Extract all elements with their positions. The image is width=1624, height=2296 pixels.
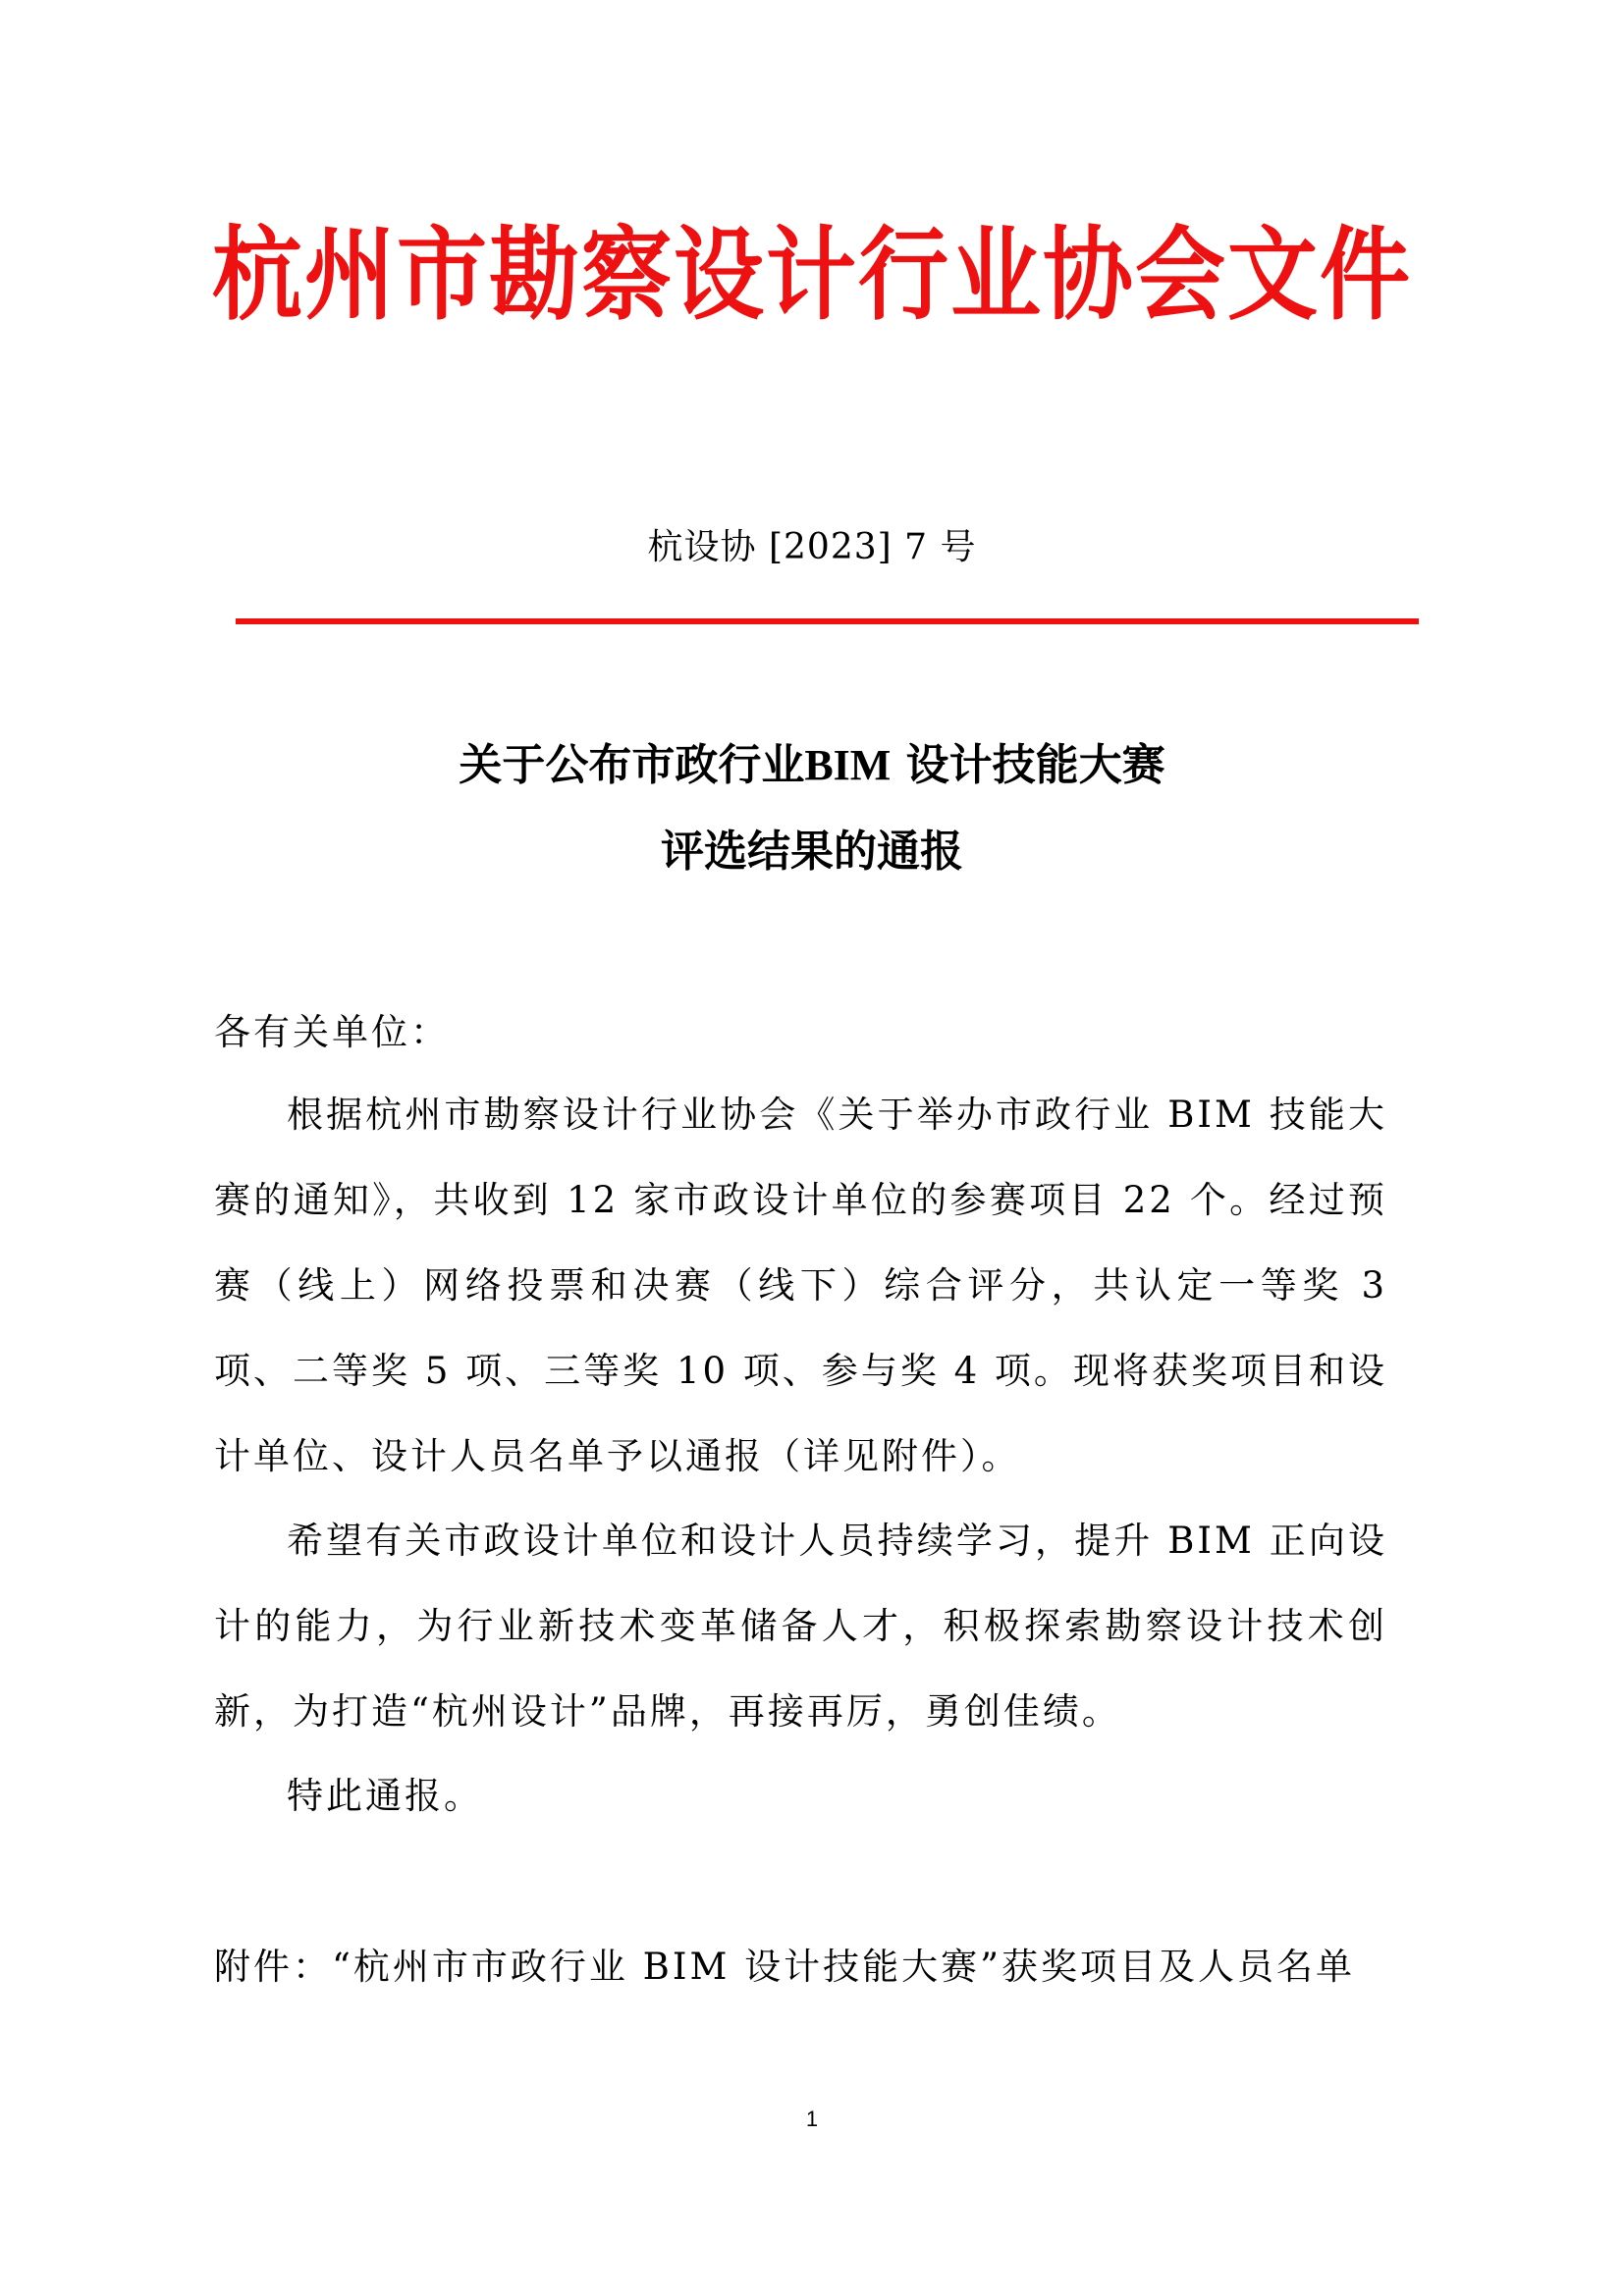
title-latin: BIM xyxy=(804,741,892,789)
body-paragraph-1 xyxy=(214,1072,1387,1499)
red-divider-rule xyxy=(236,618,1419,624)
paragraph-text: 根据杭州市勘察设计行业协会《关于举办市政行业 BIM 技能大赛的通知》，共收到 12 家市政设计单位的参赛项目 22 个。经过预赛（线上）网络投票和决赛（线下）综合评分，共认定一等奖 3 项、二等奖 5 项、三等奖 10 项、参与奖 4 项。现将获奖项目和设计单位、设计人员名单予以通报（详见附件）。 xyxy=(214,1094,1387,1477)
body-paragraph-2 xyxy=(214,1498,1387,1754)
document-title-line-2: 评选结果的通报 xyxy=(661,827,963,877)
document-number: 杭设协 [2023] 7 号 xyxy=(647,527,977,567)
body-paragraph-3 xyxy=(214,1753,1387,1839)
title-suffix: 设计技能大赛 xyxy=(905,740,1165,790)
document-masthead: 杭州市勘察设计行业协会文件 xyxy=(211,215,1412,334)
document-title-line-1 xyxy=(0,740,1624,790)
title-prefix: 关于公布市政行业 xyxy=(459,740,805,790)
salutation: 各有关单位： xyxy=(214,1011,450,1053)
attachment-line: 附件：“杭州市市政行业 BIM 设计技能大赛”获奖项目及人员名单 xyxy=(214,1946,1356,1988)
paragraph-text: 希望有关市政设计单位和设计人员持续学习，提升 BIM 正向设计的能力，为行业新技术变革储备人才，积极探索勘察设计技术创新，为打造“杭州设计”品牌，再接再厉，勇创佳绩。 xyxy=(214,1520,1387,1733)
paragraph-text: 特此通报。 xyxy=(287,1775,483,1817)
page-number: 1 xyxy=(805,2107,819,2131)
